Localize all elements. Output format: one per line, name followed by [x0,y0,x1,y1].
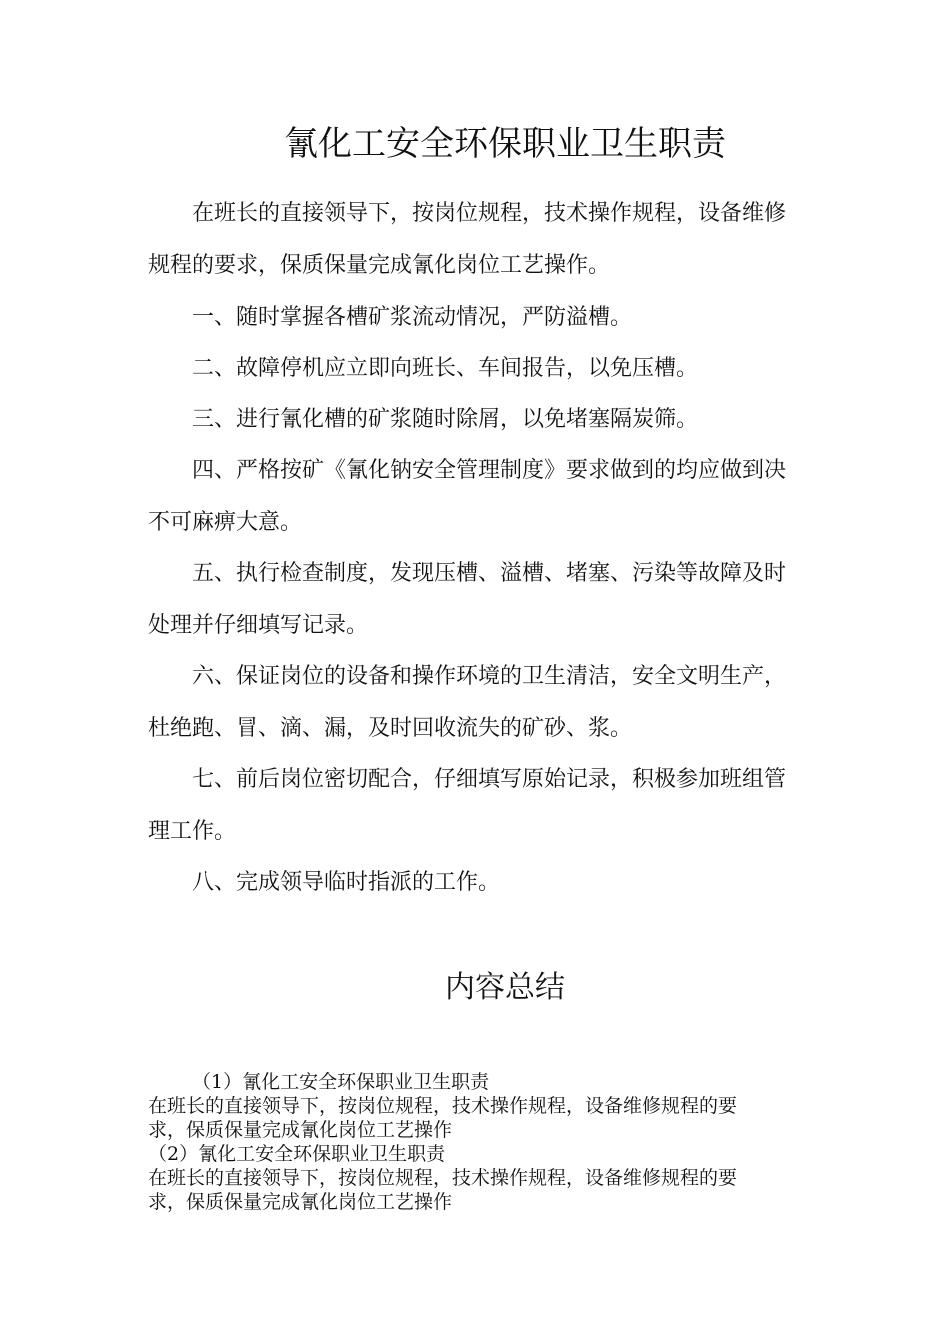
intro-paragraph [148,188,808,292]
duty-item-7-line-1: 七、前后岗位密切配合，仔细填写原始记录，积极参加班组管 [192,767,787,792]
duty-item-8-line-1: 八、完成领导临时指派的工作。 [192,870,501,895]
summary-entry-2-line-2: 求，保质保量完成氰化岗位工艺操作 [148,1191,453,1213]
duty-item-2 [148,343,808,395]
duty-item-1-line-1: 一、随时掌握各槽矿浆流动情况，严防溢槽。 [192,305,633,330]
intro-line-1: 在班长的直接领导下，按岗位规程，技术操作规程，设备维修 [192,201,787,226]
summary-title: 内容总结 [445,970,565,1005]
duty-item-4 [148,445,808,549]
duty-item-7 [148,754,808,858]
duty-item-5-line-1: 五、执行检查制度，发现压槽、溢槽、堵塞、污染等故障及时 [192,561,787,586]
duty-item-8 [148,857,808,909]
duty-item-3 [148,394,808,446]
summary-entry-2-line-1: 在班长的直接领导下，按岗位规程，技术操作规程，设备维修规程的要 [148,1167,738,1189]
summary-entry-1-line-2: 求，保质保量完成氰化岗位工艺操作 [148,1119,453,1141]
duty-item-4-line-1: 四、严格按矿《氰化钠安全管理制度》要求做到的均应做到决 [192,458,787,483]
duty-item-7-line-2: 理工作。 [148,819,237,844]
summary-entry-1-line-1: 在班长的直接领导下，按岗位规程，技术操作规程，设备维修规程的要 [148,1095,738,1117]
summary-section [148,1070,808,1214]
duty-item-2-line-1: 二、故障停机应立即向班长、车间报告，以免压槽。 [192,356,699,381]
duty-item-5 [148,548,808,652]
document-title: 氰化工安全环保职业卫生职责 [284,124,726,164]
duty-item-6 [148,651,808,755]
duty-item-3-line-1: 三、进行氰化槽的矿浆随时除屑，以免堵塞隔炭筛。 [192,407,699,432]
duty-item-1 [148,292,808,344]
duty-item-4-line-2: 不可麻痹大意。 [148,510,303,535]
duty-item-6-line-2: 杜绝跑、冒、滴、漏，及时回收流失的矿砂、浆。 [148,716,633,741]
intro-line-2: 规程的要求，保质保量完成氰化岗位工艺操作。 [148,253,611,278]
duty-item-6-line-1: 六、保证岗位的设备和操作环境的卫生清洁，安全文明生产， [192,664,787,689]
duty-item-5-line-2: 处理并仔细填写记录。 [148,613,369,638]
summary-entry-2-heading: （2）氰化工安全环保职业卫生职责 [148,1143,446,1165]
summary-entry-1-heading: （1）氰化工安全环保职业卫生职责 [192,1071,490,1093]
